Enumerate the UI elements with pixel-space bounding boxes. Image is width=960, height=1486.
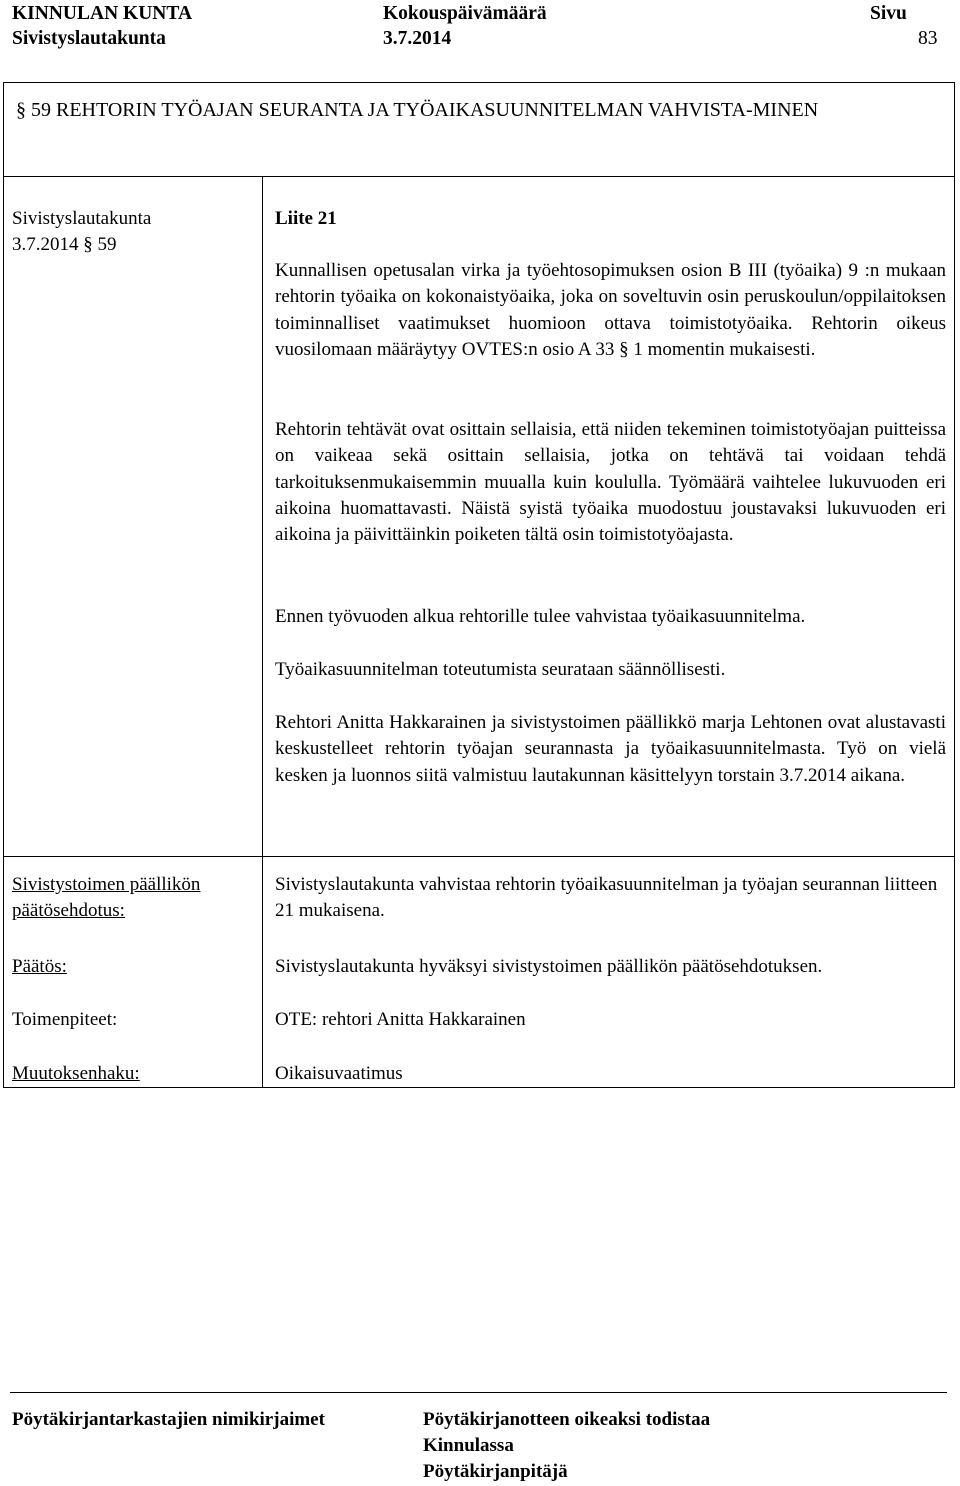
appeal-text: Oikaisuvaatimus: [275, 1063, 403, 1084]
body-paragraph: Työaikasuunnitelman toteutumista seurataan säännöllisesti.: [275, 659, 726, 680]
decision-label: Päätös:: [12, 956, 67, 977]
page-label: Sivu: [870, 3, 907, 24]
footer-place: Kinnulassa: [423, 1435, 514, 1456]
body-paragraph: Kunnallisen opetusalan virka ja työehtosopimuksen osion B III (työaika) 9 :n mukaan rehtorin työaika on kokonaistyöaika, joka on soveltuvin osin peruskoulun/oppilaitoksen toiminnalliset vaatimukset huomioon ottava toimistotyöaika. Rehtorin oikeus vuosilomaan määräytyy OVTES:n osio A 33 § 1 momentin mukaisesti.: [275, 260, 946, 360]
section-title: § 59 REHTORIN TYÖAJAN SEURANTA JA TYÖAIKASUUNNITELMAN VAHVISTA-MINEN: [16, 99, 819, 121]
date-label: Kokouspäivämäärä: [383, 3, 547, 24]
footer-recorder: Pöytäkirjanpitäjä: [423, 1461, 568, 1482]
proposal-text: Sivistyslautakunta vahvistaa rehtorin työaikasuunnitelman ja työajan seurannan liitteen 21 mukaisena.: [275, 874, 938, 921]
footer-initials-label: Pöytäkirjantarkastajien nimikirjaimet: [12, 1409, 325, 1430]
actions-text: OTE: rehtori Anitta Hakkarainen: [275, 1009, 526, 1030]
decision-divider: [262, 856, 263, 1088]
attachment-label: Liite 21: [275, 208, 337, 229]
meeting-date: 3.7.2014: [383, 28, 452, 49]
body-paragraph: Rehtori Anitta Hakkarainen ja sivistystoimen päällikkö marja Lehtonen ovat alustavasti keskustelleet rehtorin työajan seurannasta ja työaikasuunnitelmasta. Työ on vielä kesken ja luonnos siitä valmistuu lautakunnan käsittelyyn torstain 3.7.2014 aikana.: [275, 712, 946, 786]
page-number: 83: [918, 28, 938, 49]
committee-name: Sivistyslautakunta: [12, 28, 166, 49]
actions-label: Toimenpiteet:: [12, 1009, 118, 1030]
appeal-label: Muutoksenhaku:: [12, 1063, 140, 1084]
proposal-label-cont: päätösehdotus:: [12, 900, 125, 921]
reference-committee: Sivistyslautakunta: [12, 208, 152, 229]
footer-certification: Pöytäkirjanotteen oikeaksi todistaa: [423, 1409, 711, 1430]
section-title-box: [3, 82, 955, 176]
org-name: KINNULAN KUNTA: [12, 3, 193, 24]
proposal-label: Sivistystoimen päällikön: [12, 874, 201, 895]
body-paragraph: Ennen työvuoden alkua rehtorille tulee vahvistaa työaikasuunnitelma.: [275, 606, 806, 627]
body-paragraph: Rehtorin tehtävät ovat osittain sellaisia, että niiden tekeminen toimistotyöajan puitteissa on vaikeaa sekä osittain sellaisia, jotka on tehtävä tai voidaan tehdä tarkoituksenmukaisemmin muualla kuin koululla. Työmäärä vaihtelee lukuvuoden eri aikoina huomattavasti. Näistä syistä työaika muodostuu joustavaksi lukuvuoden eri aikoina ja päivittäinkin poiketen tältä osin toimistotyöajasta.: [275, 419, 946, 546]
footer-divider: [10, 1392, 947, 1393]
decision-text: Sivistyslautakunta hyväksyi sivistystoimen päällikön päätösehdotuksen.: [275, 956, 823, 977]
reference-id: 3.7.2014 § 59: [12, 234, 117, 255]
